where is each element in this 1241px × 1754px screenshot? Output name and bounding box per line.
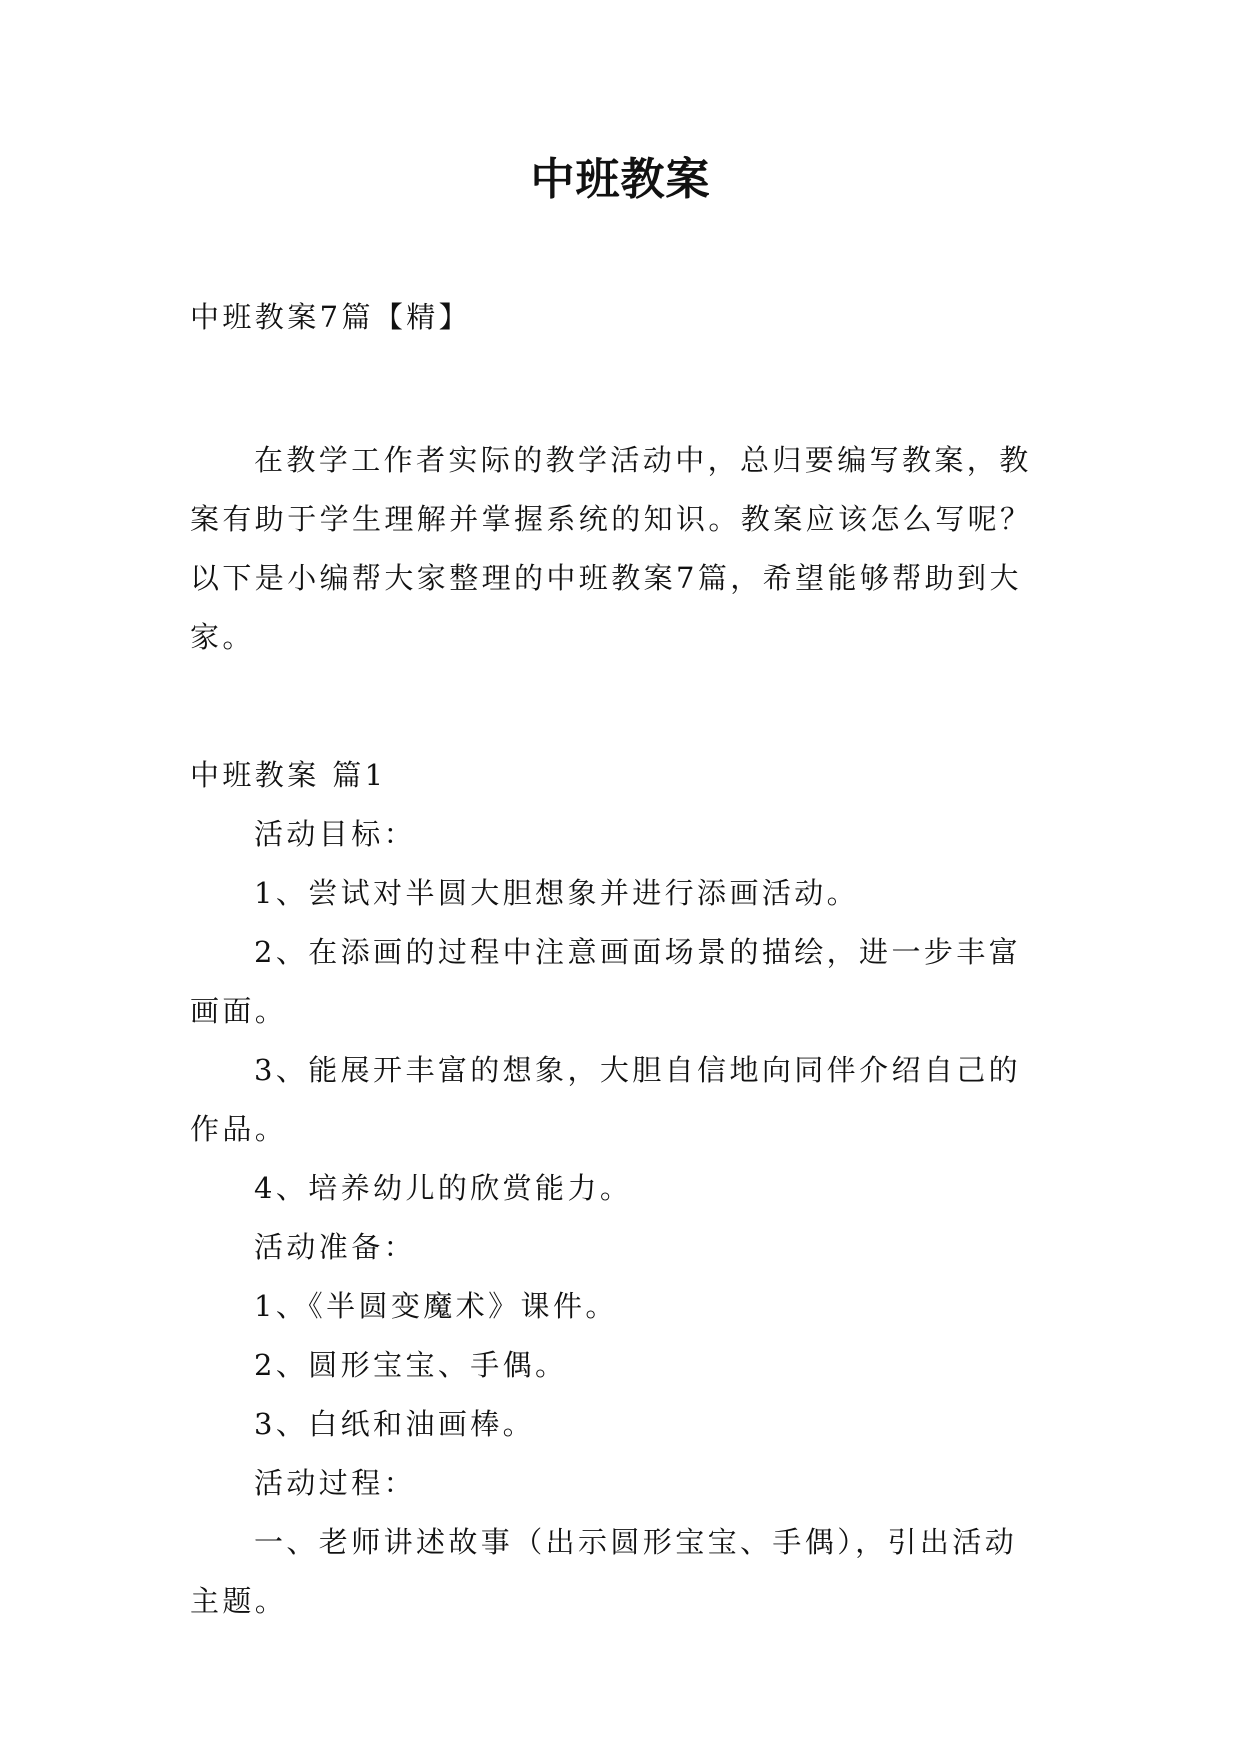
goal-item: 1、尝试对半圆大胆想象并进行添画活动。 [254, 876, 860, 910]
prep-item: 2、圆形宝宝、手偶。 [254, 1348, 568, 1382]
process-heading: 活动过程： [254, 1466, 417, 1500]
prep-item: 3、白纸和油画棒。 [254, 1407, 536, 1441]
intro-line: 家。 [190, 620, 255, 654]
goal-item-continuation: 作品。 [190, 1112, 288, 1146]
spacer [190, 347, 1052, 431]
goal-item-continuation: 画面。 [190, 994, 288, 1028]
spacer [190, 667, 1052, 746]
goal-item: 3、能展开丰富的想象，大胆自信地向同伴介绍自己的 [254, 1053, 1022, 1087]
document-title: 中班教案 [530, 154, 711, 205]
document-subtitle: 中班教案7篇【精】 [190, 300, 472, 334]
process-item: 一、老师讲述故事（出示圆形宝宝、手偶），引出活动 [254, 1525, 1018, 1559]
section-heading: 中班教案 篇1 [190, 758, 387, 792]
document-body [190, 288, 1052, 1631]
prep-heading: 活动准备： [254, 1230, 417, 1264]
goal-item: 4、培养幼儿的欣赏能力。 [254, 1171, 633, 1205]
goal-item: 2、在添画的过程中注意画面场景的描绘，进一步丰富 [254, 935, 1022, 969]
process-item-continuation: 主题。 [190, 1584, 288, 1618]
intro-line: 在教学工作者实际的教学活动中，总归要编写教案，教 [254, 443, 1032, 477]
intro-line: 以下是小编帮大家整理的中班教案7篇，希望能够帮助到大 [190, 561, 1022, 595]
goals-heading: 活动目标： [254, 817, 417, 851]
intro-line: 案有助于学生理解并掌握系统的知识。教案应该怎么写呢？ [190, 502, 1033, 536]
prep-item: 1、《半圆变魔术》课件。 [254, 1289, 618, 1323]
